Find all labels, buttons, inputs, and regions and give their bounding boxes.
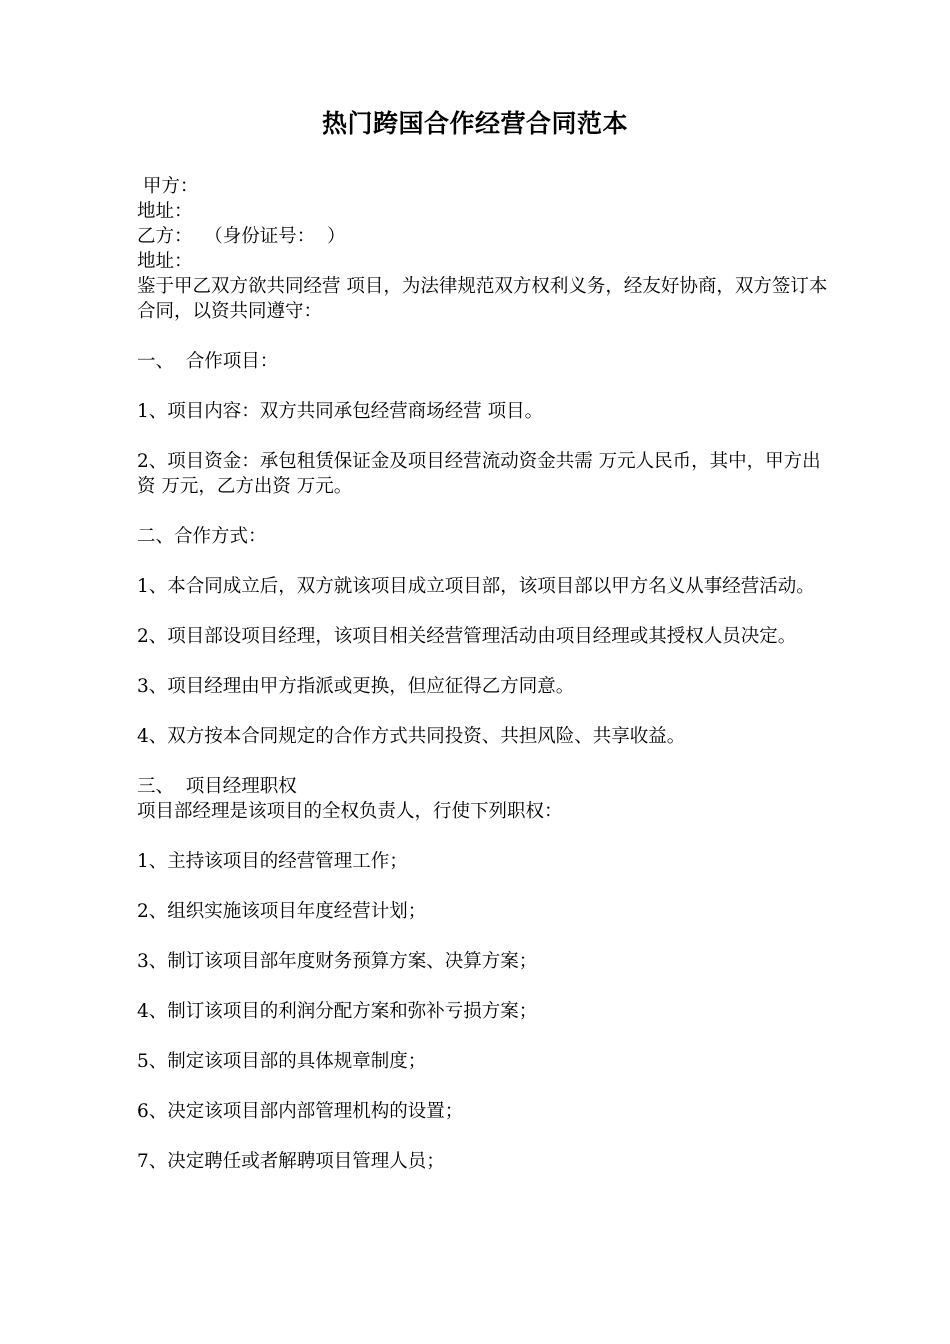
section-3-item-7: 7、决定聘任或者解聘项目管理人员； xyxy=(137,1151,445,1172)
section-3-item-3: 3、制订该项目部年度财务预算方案、决算方案； xyxy=(137,951,538,972)
paragraph-spacer xyxy=(137,499,837,524)
paragraph-spacer xyxy=(137,974,837,999)
paragraph-spacer xyxy=(137,1024,837,1049)
section-3-item-6: 6、决定该项目部内部管理机构的设置； xyxy=(137,1101,464,1122)
section-2-item-3: 3、项目经理由甲方指派或更换，但应征得乙方同意。 xyxy=(137,676,575,697)
paragraph-spacer xyxy=(137,699,837,724)
paragraph-spacer xyxy=(137,599,837,624)
party-b-address: 地址： xyxy=(137,251,193,272)
section-3-heading: 三、 项目经理职权 xyxy=(137,776,297,797)
party-a-address: 地址： xyxy=(137,201,193,222)
section-3-item-2: 2、组织实施该项目年度经营计划； xyxy=(137,901,427,922)
paragraph-spacer xyxy=(137,824,837,849)
party-b-label: 乙方： （身份证号： ） xyxy=(137,226,346,247)
paragraph-spacer xyxy=(137,749,837,774)
paragraph-spacer xyxy=(137,549,837,574)
section-3-item-4: 4、制订该项目的利润分配方案和弥补亏损方案； xyxy=(137,1001,538,1022)
paragraph-spacer xyxy=(137,874,837,899)
section-2-item-1: 1、本合同成立后，双方就该项目成立项目部，该项目部以甲方名义从事经营活动。 xyxy=(137,576,815,597)
section-1-item-1: 1、项目内容：双方共同承包经营商场经营 项目。 xyxy=(137,401,544,422)
document-title: 热门跨国合作经营合同范本 xyxy=(321,109,628,138)
section-3-item-5: 5、制定该项目部的具体规章制度； xyxy=(137,1051,427,1072)
paragraph-spacer xyxy=(137,324,837,349)
paragraph-spacer xyxy=(137,1124,837,1149)
paragraph-spacer xyxy=(137,924,837,949)
section-2-item-2: 2、项目部设项目经理，该项目相关经营管理活动由项目经理或其授权人员决定。 xyxy=(137,626,797,647)
paragraph-spacer xyxy=(137,1074,837,1099)
paragraph-spacer xyxy=(137,374,837,399)
section-3-intro: 项目部经理是该项目的全权负责人，行使下列职权： xyxy=(137,801,563,822)
section-1-item-2: 2、项目资金：承包租赁保证金及项目经营流动资金共需 万元人民币，其中，甲方出资 万元，乙方出资 万元。 xyxy=(137,451,821,497)
section-1-heading: 一、 合作项目： xyxy=(137,351,279,372)
document-body xyxy=(137,174,837,1174)
paragraph-spacer xyxy=(137,424,837,449)
preamble-paragraph: 鉴于甲乙双方欲共同经营 项目，为法律规范双方权利义务，经友好协商，双方签订本合同，以资共同遵守： xyxy=(137,276,828,322)
section-2-heading: 二、合作方式： xyxy=(137,526,267,547)
section-2-item-4: 4、双方按本合同规定的合作方式共同投资、共担风险、共享收益。 xyxy=(137,726,686,747)
party-a-label: 甲方： xyxy=(137,176,199,197)
section-3-item-1: 1、主持该项目的经营管理工作； xyxy=(137,851,408,872)
paragraph-spacer xyxy=(137,649,837,674)
